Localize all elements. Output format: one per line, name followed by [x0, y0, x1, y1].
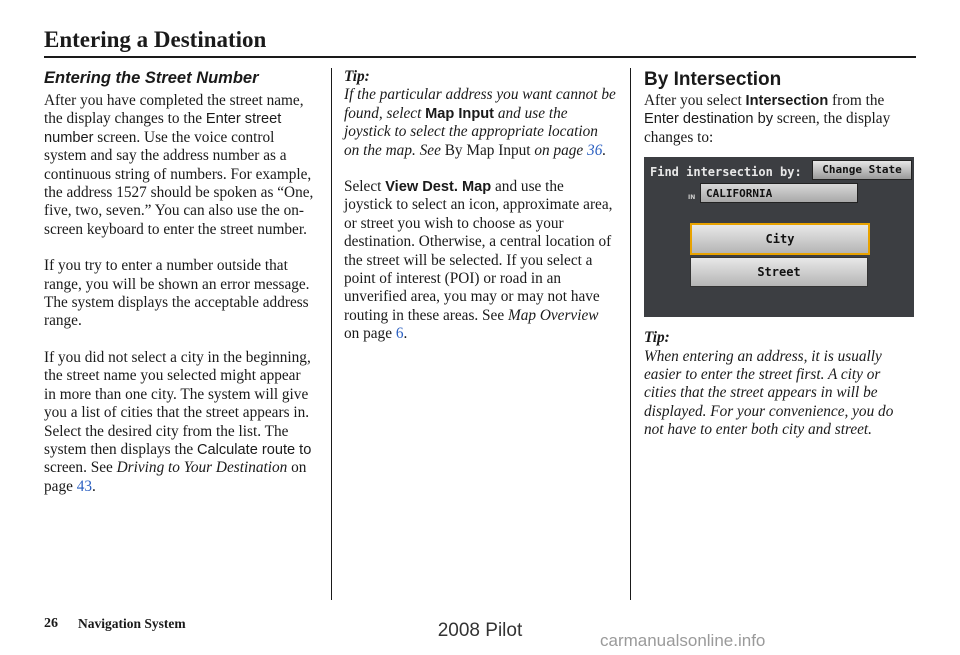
option-intersection: Intersection [745, 93, 829, 109]
in-label: IN [688, 194, 696, 202]
page-title: Entering a Destination [44, 27, 267, 52]
paragraph-multiple-cities: If you did not select a city in the beginning, the street name you selected might appear in more than one city. The system will give you a list of cities that the street appears in. Select the desired city from the list. The system then displays the Calculate route to screen. See Driving to Your Destination on page 43. [44, 348, 312, 495]
paragraph-view-dest-map: Select View Dest. Map and use the joystick to select an icon, approximate area, or street you wish to choose as your destination. Otherwise, a central location of the street will be selected. If you select a point of interest (POI) or road in an unverified area, you may or may not have routing in these areas. See Map Overview on page 6. [344, 178, 613, 343]
ref-driving-destination: Driving to Your Destination [116, 459, 288, 477]
page-link-6[interactable]: 6 [395, 325, 404, 343]
screen-name-enter-street-number: Enter street number [44, 111, 282, 146]
section-heading-intersection: By Intersection [644, 69, 782, 90]
option-view-dest-map: View Dest. Map [385, 179, 492, 196]
screen-name-calculate-route: Calculate route to [196, 441, 312, 458]
page-link-43[interactable]: 43 [76, 477, 92, 495]
footer-model: 2008 Pilot [437, 620, 523, 641]
column-2 [344, 68, 616, 362]
title-divider [44, 56, 916, 58]
nav-screen-find-intersection [644, 157, 914, 317]
section-heading-street-number: Entering the Street Number [44, 69, 259, 87]
column-1 [44, 68, 316, 514]
watermark: carmanualsonline.info [600, 631, 766, 650]
page-number: 26 [44, 616, 58, 631]
paragraph-street-number: After you have completed the street name, the display changes to the Enter street number screen. Use the voice control system and say the address number as a continuous string of numbers. For example, the address 1527 should be spoken as “One, five, two, seven.” You can also use the on-screen keyboard to enter the street number. [44, 92, 314, 238]
tip-map-input: If the particular address you want cannot be found, select Map Input and use the joystick to select the appropriate location on the map. See By Map Input on page 36. [344, 86, 616, 159]
page-link-36[interactable]: 36 [587, 141, 603, 159]
footer-section: Navigation System [78, 616, 186, 631]
ref-by-map-input: By Map Input [444, 141, 531, 159]
column-3 [644, 68, 916, 458]
screen-title: Find intersection by: [650, 165, 802, 180]
column-divider-1 [331, 68, 332, 600]
change-state-button[interactable]: Change State [812, 160, 912, 180]
paragraph-intersection: After you select Intersection from the Enter destination by screen, the display changes to: [644, 92, 891, 146]
tip-label-2: Tip: [644, 329, 670, 347]
street-button[interactable]: Street [690, 257, 868, 287]
city-button[interactable]: City [690, 223, 870, 255]
column-divider-2 [630, 68, 631, 600]
option-map-input: Map Input [425, 105, 495, 122]
tip-label: Tip: [344, 68, 370, 85]
ref-map-overview: Map Overview [507, 306, 599, 324]
paragraph-range-error: If you try to enter a number outside that range, you will be shown an error message. The system displays the acceptable address range. [44, 257, 310, 330]
state-field: CALIFORNIA [700, 183, 858, 203]
tip-street-first: When entering an address, it is usually easier to enter the street first. A city or cities that the street appears in will be displayed. For your convenience, you do not have to enter both city and street. [644, 347, 894, 439]
screen-name-enter-destination-by: Enter destination by [644, 111, 773, 128]
